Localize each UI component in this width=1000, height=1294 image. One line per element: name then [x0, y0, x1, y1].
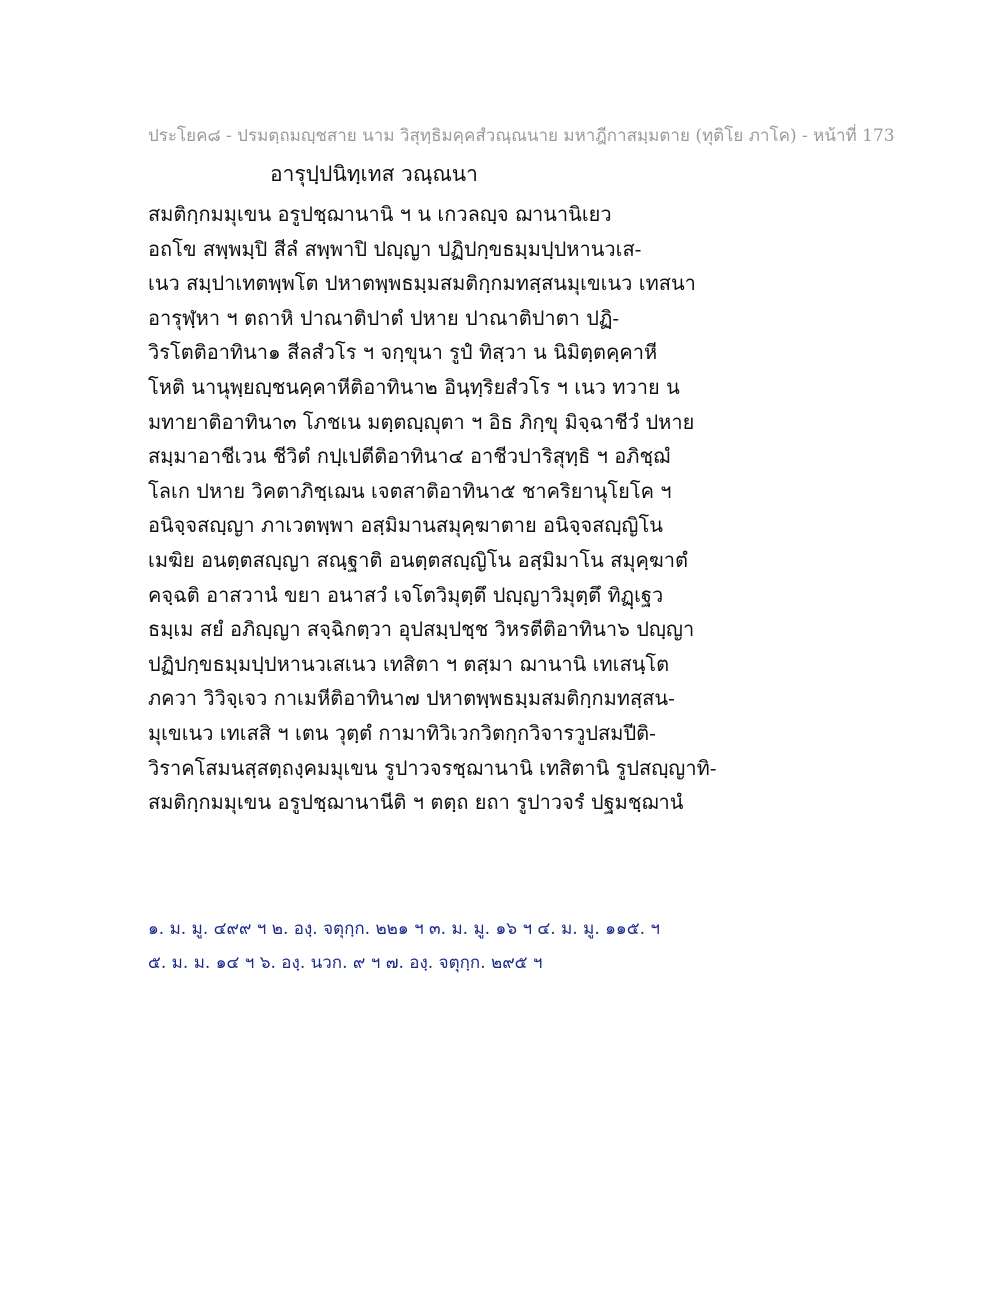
text-line: อารุฬฺหา ฯ ตถาหิ ปาณาติปาตํ ปหาย ปาณาติปาตา ปฏิ-: [148, 305, 620, 330]
text-line: สมติกฺกมมุเขน อรูปชฺฌานานีติ ฯ ตตฺถ ยถา รูปาวจรํ ปฐมชฺฌานํ: [148, 790, 684, 815]
text-line: อนิจฺจสญฺญา ภาเวตพฺพา อสฺมิมานสมุคฺฆาตาย อนิจฺจสญฺญิโน: [148, 513, 663, 538]
footnotes: [148, 916, 848, 984]
text-line: โหติ นานุพฺยญฺชนคฺคาหีติอาทินา๒ อินฺทฺริยสํวโร ฯ เนว ทวาย น: [148, 374, 680, 399]
footnote-line: ๕. ม. ม. ๑๔ ฯ ๖. องฺ. นวก. ๙ ฯ ๗. องฺ. จตุกฺก. ๒๙๕ ฯ: [148, 953, 543, 973]
text-line: เนว สมฺปาเทตพฺพโต ปหาตพฺพธมฺมสมติกฺกมทสฺสนมุเขเนว เทสนา: [148, 271, 696, 296]
text-line: อถโข สพฺพมฺปิ สีลํ สพฺพาปิ ปญฺญา ปฏิปกฺขธมฺมปฺปหานวเส-: [148, 236, 642, 261]
text-line: วิราคโสมนสฺสตฺถงฺคมมุเขน รูปาวจรชฺฌานานิ เทสิตานิ รูปสญฺญาทิ-: [148, 755, 717, 780]
text-line: สมฺมาอาชีเวน ชีวิตํ กปฺเปตีติอาทินา๔ อาชีวปาริสุทฺธิ ฯ อภิชฺฌํ: [148, 444, 671, 469]
text-line: เมฆิย อนตฺตสญฺญา สณฺฐาติ อนตฺตสญฺญิโน อสฺมิมาโน สมุคฺฆาตํ: [148, 547, 688, 572]
text-line: ภควา วิวิจฺเจว กาเมหีติอาทินา๗ ปหาตพฺพธมฺมสมติกฺกมทสฺสน-: [148, 686, 675, 711]
text-line: วิรโตติอาทินา๑ สีลสํวโร ฯ จกฺขุนา รูปํ ทิสฺวา น นิมิตฺตคฺคาหี: [148, 340, 658, 365]
text-line: มทายาติอาทินา๓ โภชเน มตฺตญฺญุตา ฯ อิธ ภิกฺขุ มิจฺฉาชีวํ ปหาย: [148, 409, 695, 434]
text-line: ปฏิปกฺขธมฺมปฺปหานวเสเนว เทสิตา ฯ ตสฺมา ฌานานิ เทเสนฺโต: [148, 651, 670, 676]
section-title: อารุปฺปนิทฺเทส วณฺณนา: [270, 162, 478, 186]
body-text: [148, 200, 848, 823]
running-header: ประโยค๘ - ปรมตฺถมญฺชสาย นาม วิสุทฺธิมคฺคสํวณฺณนาย มหาฎีกาสมฺมตาย (ทุติโย ภาโค) - หน้าที่ 173: [148, 126, 895, 146]
text-line: สมติกฺกมมุเขน อรูปชฺฌานานิ ฯ น เกวลญฺจ ฌานานิเยว: [148, 202, 612, 226]
text-line: โลเก ปหาย วิคตาภิชฺเฌน เจตสาติอาทินา๕ ชาคริยานุโยโค ฯ: [148, 478, 672, 503]
footnote-line: ๑. ม. มู. ๔๙๙ ฯ ๒. องฺ. จตุกฺก. ๒๒๑ ฯ ๓. ม. มู. ๑๖ ฯ ๔. ม. มู. ๑๑๕. ฯ: [148, 919, 660, 939]
text-line: มุเขเนว เทเสสิ ฯ เตน วุตฺตํ กามาทิวิเวกวิตกฺกวิจารวูปสมปีติ-: [148, 720, 656, 745]
text-line: ธมฺเม สยํ อภิญฺญา สจฺฉิกตฺวา อุปสมฺปชฺช วิหรตีติอาทินา๖ ปญฺญา: [148, 617, 695, 642]
text-line: คจฺฉติ อาสวานํ ขยา อนาสวํ เจโตวิมุตฺตึ ปญฺญาวิมุตฺตึ ทิฏฺเฐว: [148, 582, 664, 607]
